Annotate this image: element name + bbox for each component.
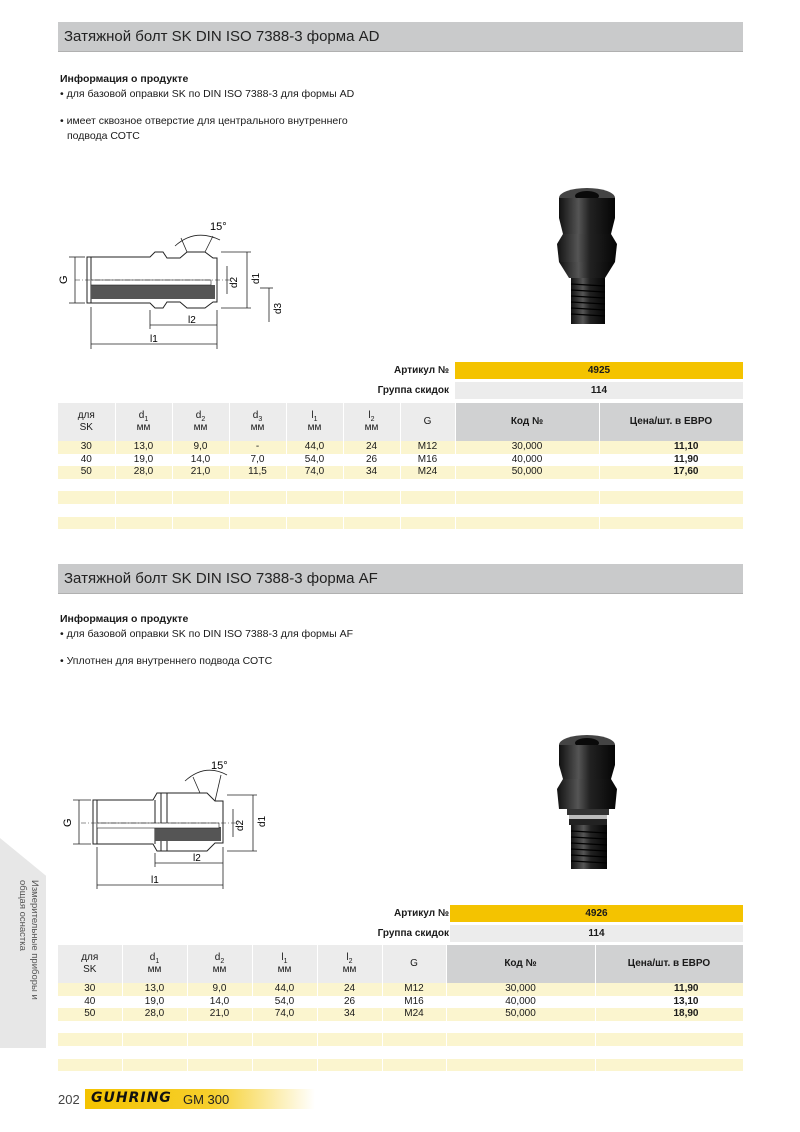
discount-label: Группа скидок (377, 928, 449, 939)
page-number: 202 (58, 1092, 80, 1107)
info-bullet-continuation: подвода СОТС (67, 130, 140, 142)
section-title: Затяжной болт SK DIN ISO 7388-3 форма AD (58, 22, 743, 52)
g-label: G (58, 275, 70, 284)
table-row: 30 13,0 9,0 44,0 24 M12 30,000 11,90 (58, 983, 743, 996)
col-g: G (382, 945, 446, 983)
info-bullet: • имеет сквозное отверстие для центрального внутреннего (60, 115, 348, 127)
section-title: Затяжной болт SK DIN ISO 7388-3 форма AF (58, 564, 743, 594)
g-label: G (62, 818, 74, 827)
l2-label: l2 (188, 315, 196, 326)
col-g: G (400, 403, 455, 441)
info-heading: Информация о продукте (60, 73, 189, 85)
angle-label: 15° (211, 760, 228, 772)
discount-row (58, 382, 743, 399)
brand-logo: GUHRING (91, 1090, 172, 1106)
info-bullet: • для базовой оправки SK по DIN ISO 7388-3 для формы AF (60, 628, 353, 640)
catalog-name: GM 300 (183, 1092, 230, 1107)
col-l2: $l_2$ мм (317, 945, 382, 983)
col-l2: $l_2$ мм (343, 403, 400, 441)
spec-table (58, 403, 744, 529)
article-label: Артикул № (394, 908, 449, 919)
col-sk: для SK (58, 403, 115, 441)
discount-row (58, 925, 743, 942)
table-row: 50 28,0 21,0 11,5 74,0 34 M24 50,000 17,60 (58, 466, 743, 479)
spec-table (58, 945, 744, 1071)
info-heading: Информация о продукте (60, 613, 189, 625)
info-bullet: • Уплотнен для внутреннего подвода СОТС (60, 655, 273, 667)
discount-group: 114 (455, 382, 743, 399)
d1-label: d1 (257, 815, 268, 827)
table-row: 40 19,0 14,0 54,0 26 M16 40,000 13,10 (58, 996, 743, 1009)
technical-drawing (55, 212, 295, 352)
angle-label: 15° (210, 221, 227, 233)
table-row: 30 13,0 9,0 - 44,0 24 M12 30,000 11,10 (58, 441, 743, 454)
col-d2: $d_2$ мм (172, 403, 229, 441)
col-d3: $d_3$ мм (229, 403, 286, 441)
col-price: Цена/шт. в ЕВРО (595, 945, 743, 983)
col-code: Код № (446, 945, 595, 983)
product-photo (545, 182, 635, 332)
article-row (58, 362, 743, 379)
article-number: 4925 (455, 362, 743, 379)
product-info (60, 612, 353, 669)
d3-label: d3 (273, 302, 284, 314)
discount-label: Группа скидок (377, 385, 449, 396)
table-row: 50 28,0 21,0 74,0 34 M24 50,000 18,90 (58, 1008, 743, 1021)
d1-label: d1 (251, 272, 262, 284)
col-sk: для SK (58, 945, 122, 983)
discount-group: 114 (450, 925, 743, 942)
l1-label: l1 (151, 875, 159, 886)
technical-drawing (55, 755, 295, 895)
col-price: Цена/шт. в ЕВРО (599, 403, 743, 441)
l1-label: l1 (150, 334, 158, 345)
article-row (58, 905, 743, 922)
side-tab-label: Измерительные приборы и общая оснастка (17, 880, 40, 1000)
l2-label: l2 (193, 853, 201, 864)
article-number: 4926 (450, 905, 743, 922)
col-d1: $d_1$ мм (115, 403, 172, 441)
d2-label: d2 (229, 276, 240, 288)
page-footer (58, 1089, 288, 1111)
info-bullet: • для базовой оправки SK по DIN ISO 7388-3 для формы AD (60, 88, 355, 100)
col-d2: $d_2$ мм (187, 945, 252, 983)
article-label: Артикул № (394, 365, 449, 376)
col-l1: $l_1$ мм (286, 403, 343, 441)
col-l1: $l_1$ мм (252, 945, 317, 983)
table-row: 40 19,0 14,0 7,0 54,0 26 M16 40,000 11,90 (58, 454, 743, 467)
d2-label: d2 (235, 819, 246, 831)
product-photo (545, 727, 635, 877)
col-code: Код № (455, 403, 599, 441)
product-info (60, 72, 354, 144)
col-d1: $d_1$ мм (122, 945, 187, 983)
